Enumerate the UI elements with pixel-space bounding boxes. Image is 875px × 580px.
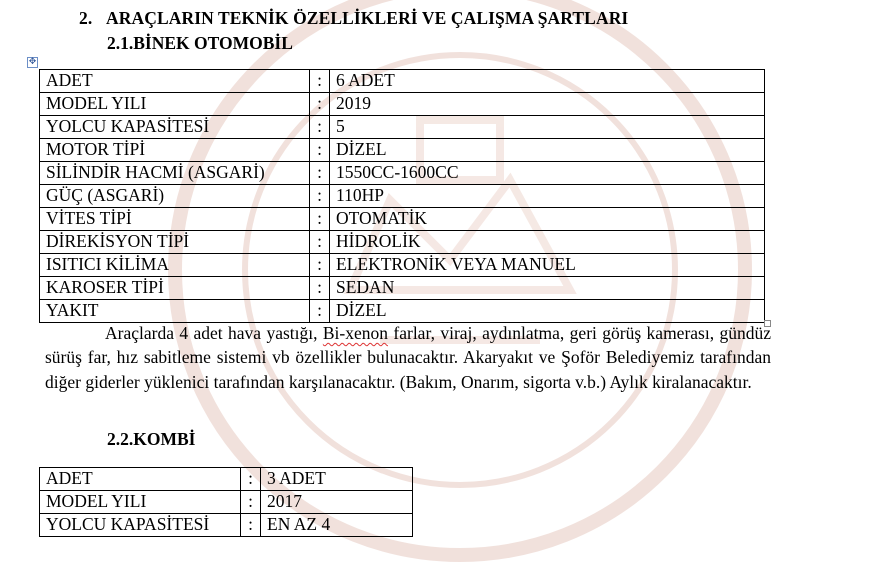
move-handle-icon[interactable]: ✥ [28,57,37,67]
table-row [40,254,765,277]
colon-separator: : [241,514,261,537]
spec-label: MODEL YILI [40,93,310,116]
spellcheck-flagged-word: Bi-xenon [322,323,389,343]
table-row [40,514,413,537]
table-row [40,139,765,162]
colon-separator: : [310,254,330,277]
spec-label: YOLCU KAPASİTESİ [40,116,310,139]
colon-separator: : [310,185,330,208]
colon-separator: : [241,468,261,491]
spec-value: ELEKTRONİK VEYA MANUEL [330,254,765,277]
table-row [40,116,765,139]
spec-value: 5 [330,116,765,139]
spec-label: YAKIT [40,300,310,323]
colon-separator: : [310,93,330,116]
section-title-binek: 2.1.BİNEK OTOMOBİL [107,33,293,53]
spec-label: ADET [40,70,310,93]
spec-label: ADET [40,468,241,491]
colon-separator: : [241,491,261,514]
spec-label: GÜÇ (ASGARİ) [40,185,310,208]
section-title-kombi: 2.2.KOMBİ [107,429,196,449]
spec-value: 110HP [330,185,765,208]
colon-separator: : [310,277,330,300]
spec-label: YOLCU KAPASİTESİ [40,514,241,537]
spec-value: 6 ADET [330,70,765,93]
spec-table-binek [39,69,765,323]
spec-value: HİDROLİK [330,231,765,254]
table-row [40,208,765,231]
table-row [40,468,413,491]
table-row [40,93,765,116]
spec-label: VİTES TİPİ [40,208,310,231]
table-row [40,277,765,300]
table-row [40,231,765,254]
spec-value: OTOMATİK [330,208,765,231]
text-boundary-mark [764,320,771,327]
table-row [40,70,765,93]
colon-separator: : [310,231,330,254]
spec-value: DİZEL [330,139,765,162]
table-row [40,491,413,514]
spec-label: KAROSER TİPİ [40,277,310,300]
main-heading: 2. ARAÇLARIN TEKNİK ÖZELLİKLERİ VE ÇALIŞMA ŞARTLARI [79,8,629,28]
description-paragraph: Araçlarda 4 adet hava yastığı, Bi-xenon farlar, viraj, aydınlatma, geri görüş kamerası, gündüz sürüş far, hız sabitleme sistemi vb özellikler bulunacaktır. Akaryakıt ve Şoför Belediyemiz tarafından diğer giderler yüklenici tarafından karşılanacaktır. (Bakım, Onarım, sigorta v.b.) Aylık kiralanacaktır. [45,323,771,392]
colon-separator: : [310,116,330,139]
spec-value: 1550CC-1600CC [330,162,765,185]
spec-table-kombi [39,467,413,537]
spec-value: EN AZ 4 [261,514,413,537]
spec-label: ISITICI KİLİMA [40,254,310,277]
spec-value: SEDAN [330,277,765,300]
spec-label: SİLİNDİR HACMİ (ASGARİ) [40,162,310,185]
colon-separator: : [310,208,330,231]
table-row [40,162,765,185]
spec-value: DİZEL [330,300,765,323]
table-row [40,300,765,323]
spec-value: 2017 [261,491,413,514]
spec-value: 3 ADET [261,468,413,491]
spec-label: MODEL YILI [40,491,241,514]
colon-separator: : [310,139,330,162]
colon-separator: : [310,300,330,323]
spec-value: 2019 [330,93,765,116]
table-row [40,185,765,208]
colon-separator: : [310,70,330,93]
spec-label: MOTOR TİPİ [40,139,310,162]
colon-separator: : [310,162,330,185]
spec-label: DİREKİSYON TİPİ [40,231,310,254]
